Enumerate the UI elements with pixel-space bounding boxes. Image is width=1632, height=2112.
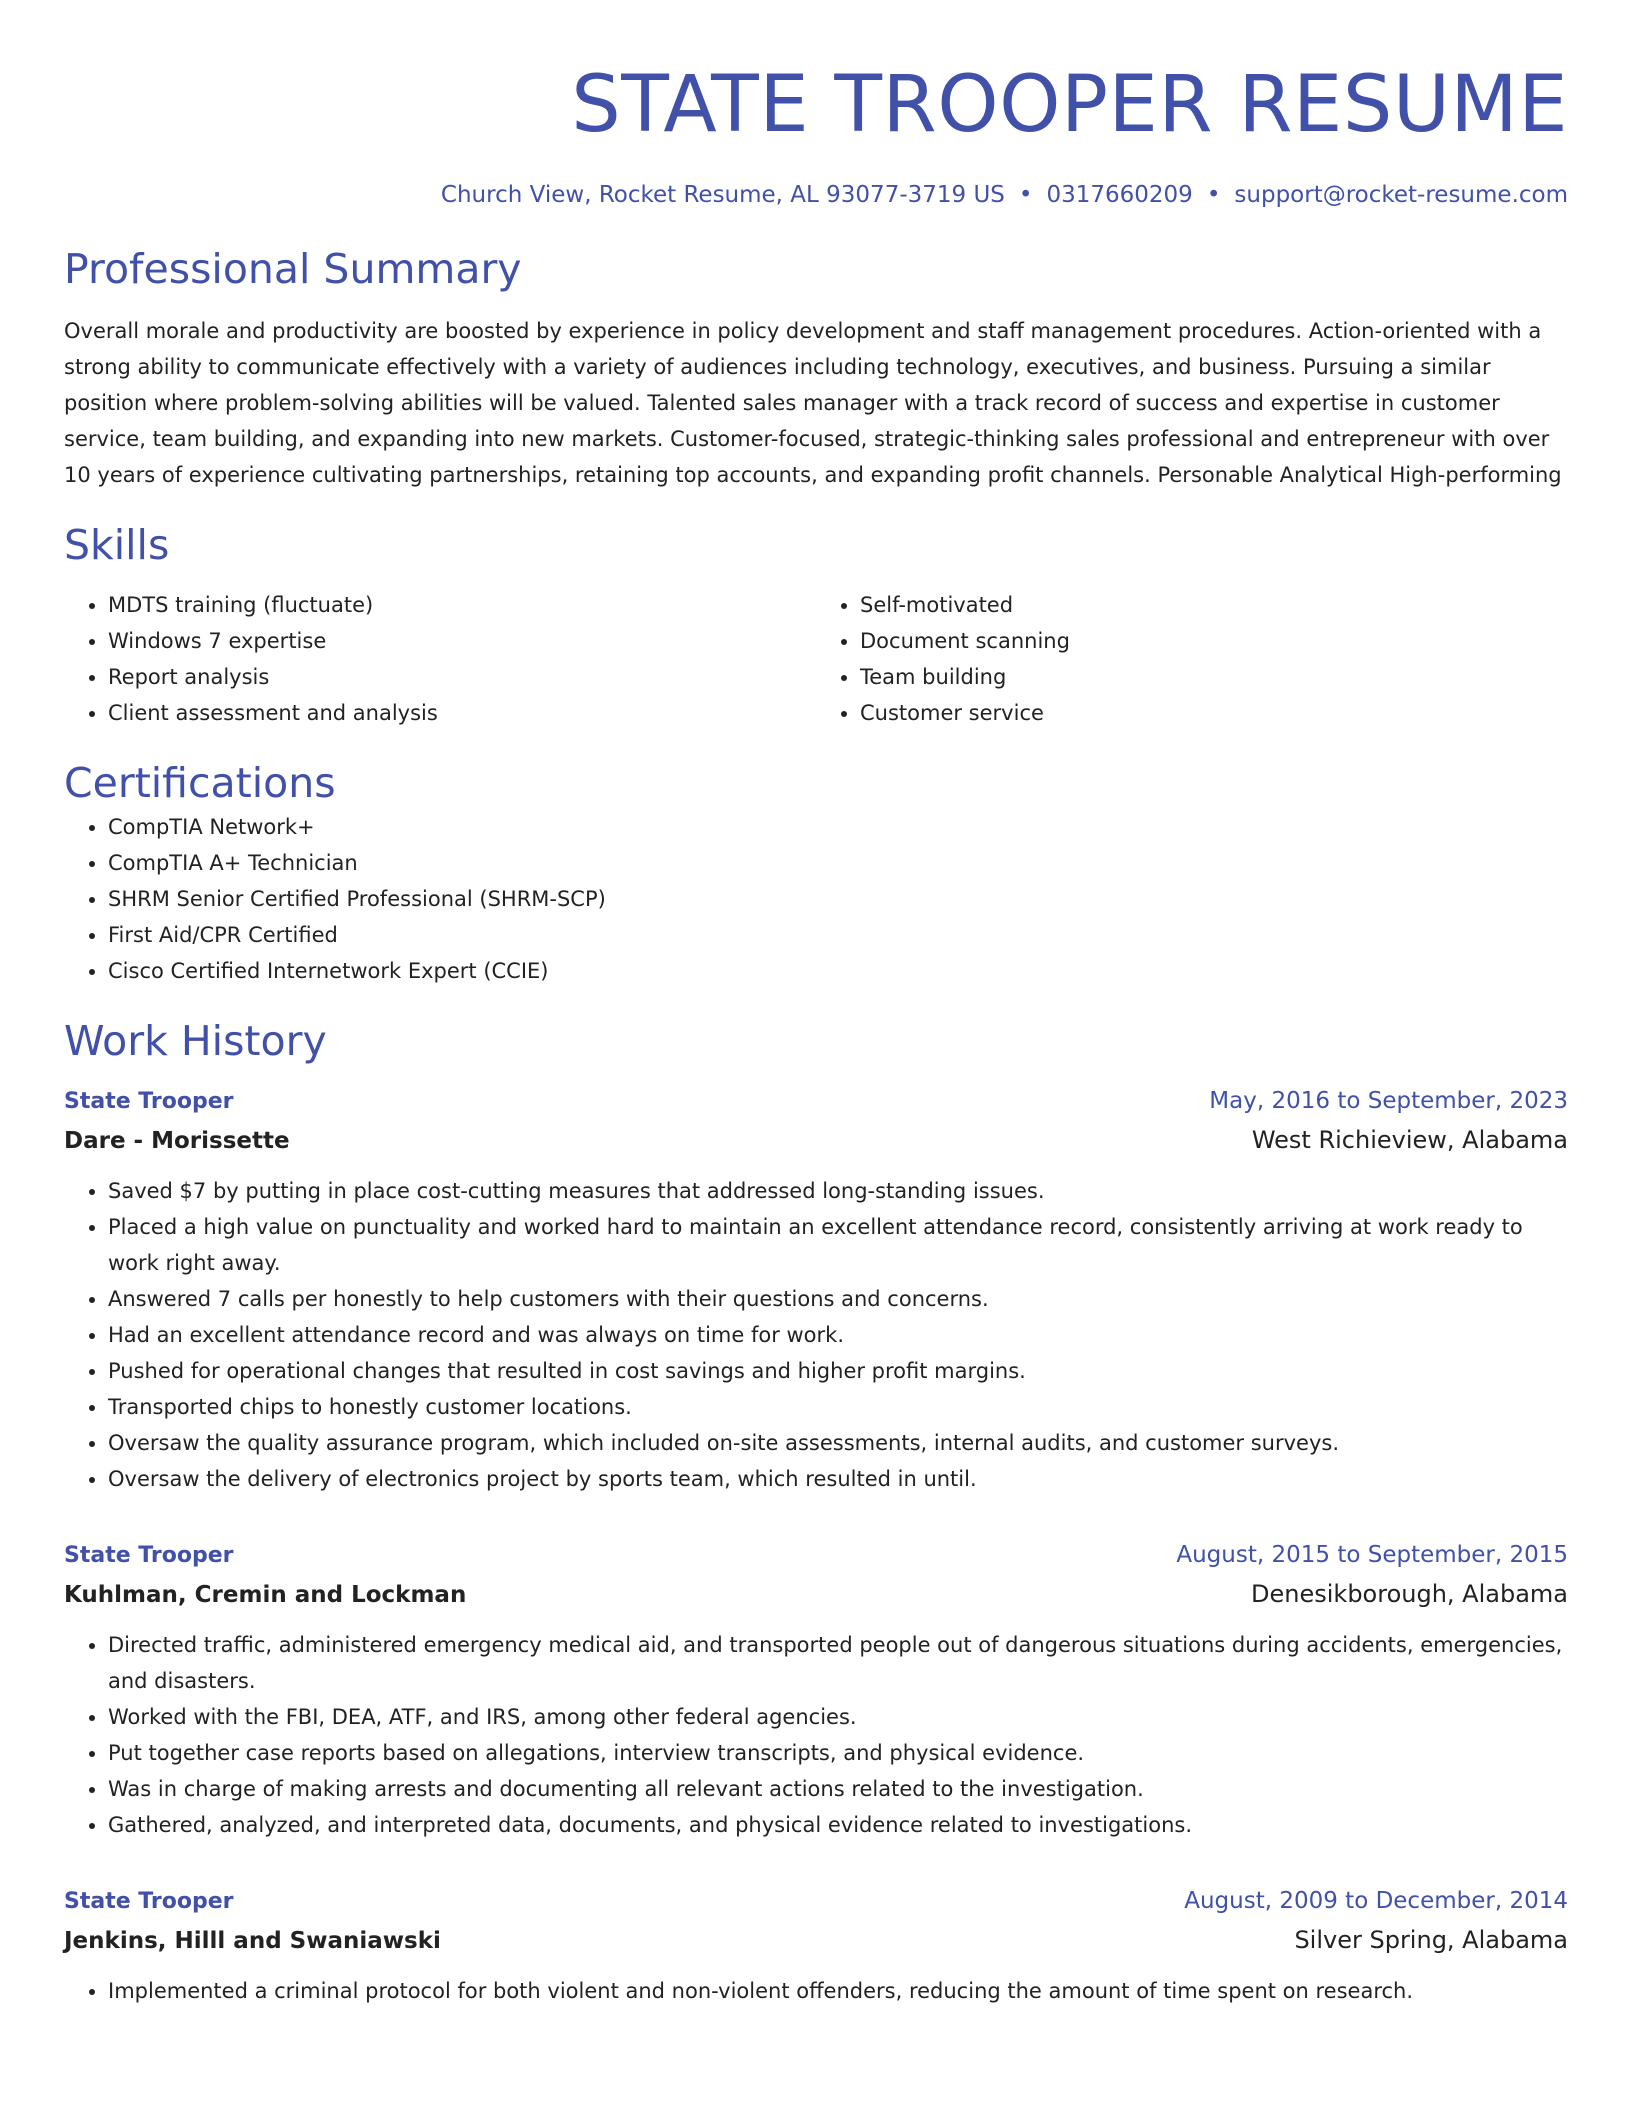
job-title: State Trooper (64, 1889, 234, 1914)
job-bullet: • Pushed for operational changes that resulted in cost savings and higher profit margins. (108, 1353, 1568, 1389)
job-employer: Dare - Morissette (64, 1128, 290, 1154)
skills-heading: Skills (64, 521, 170, 569)
job-employer: Kuhlman, Cremin and Lockman (64, 1582, 467, 1608)
contact-email[interactable]: support@rocket-resume.com (1234, 182, 1568, 208)
job-bullet: • Gathered, analyzed, and interpreted data, documents, and physical evidence related to investigations. (108, 1807, 1568, 1843)
skill-item: • Windows 7 expertise (108, 623, 816, 659)
job-entry (64, 1083, 1568, 1497)
skill-item: • Report analysis (108, 659, 816, 695)
job-bullet: • Directed traffic, administered emergency medical aid, and transported people out of dangerous situations during accidents, emergencies, and disasters. (108, 1627, 1568, 1699)
certification-item: • SHRM Senior Certified Professional (SHRM-SCP) (108, 881, 1568, 917)
skills-grid (64, 587, 1568, 731)
skill-item: • Self-motivated (860, 587, 1568, 623)
skill-item: • Client assessment and analysis (108, 695, 816, 731)
summary-heading: Professional Summary (64, 245, 522, 293)
work-history-heading: Work History (64, 1017, 327, 1065)
job-dates: May, 2016 to September, 2023 (1209, 1088, 1568, 1114)
job-bullet: • Saved $7 by putting in place cost-cutting measures that addressed long-standing issues. (108, 1173, 1568, 1209)
job-bullets (64, 1627, 1568, 1843)
certification-item: • Cisco Certified Internetwork Expert (CCIE) (108, 953, 1568, 989)
job-location: West Richieview, Alabama (1251, 1126, 1568, 1154)
job-bullet: • Transported chips to honestly customer locations. (108, 1389, 1568, 1425)
job-bullet: • Was in charge of making arrests and documenting all relevant actions related to the investigation. (108, 1771, 1568, 1807)
skills-list-right (816, 587, 1568, 731)
certifications-heading: Certifications (64, 759, 336, 807)
job-entry (64, 1537, 1568, 1843)
skill-item: • Customer service (860, 695, 1568, 731)
skill-item: • Team building (860, 659, 1568, 695)
job-entry (64, 1883, 1568, 2009)
contact-address: Church View, Rocket Resume, AL 93077-3719 US (440, 182, 1005, 208)
certification-item: • CompTIA Network+ (108, 809, 1568, 845)
job-bullet: • Placed a high value on punctuality and worked hard to maintain an excellent attendance record, consistently arriving at work ready to work right away. (108, 1209, 1568, 1281)
contact-phone: 0317660209 (1046, 182, 1193, 208)
job-bullet: • Worked with the FBI, DEA, ATF, and IRS, among other federal agencies. (108, 1699, 1568, 1735)
skill-item: • Document scanning (860, 623, 1568, 659)
job-bullet: • Answered 7 calls per honestly to help customers with their questions and concerns. (108, 1281, 1568, 1317)
summary-text: Overall morale and productivity are boosted by experience in policy development and staff management procedures. Action-oriented with a strong ability to communicate effectively with a variety of audiences including technology, executives, and business. Pursuing a similar position where problem-solving abilities will be valued. Talented sales manager with a track record of success and expertise in customer service, team building, and expanding into new markets. Customer-focused, strategic-thinking sales professional and entrepreneur with over 10 years of experience cultivating partnerships, retaining top accounts, and expanding profit channels. Personable Analytical High-performing (64, 319, 1562, 487)
job-title: State Trooper (64, 1089, 234, 1114)
skills-list-left (64, 587, 816, 731)
job-location: Silver Spring, Alabama (1294, 1926, 1568, 1954)
skill-item: • MDTS training (fluctuate) (108, 587, 816, 623)
job-bullet: • Put together case reports based on allegations, interview transcripts, and physical evidence. (108, 1735, 1568, 1771)
job-bullets (64, 1173, 1568, 1497)
certification-item: • CompTIA A+ Technician (108, 845, 1568, 881)
job-employer: Jenkins, Hilll and Swaniawski (64, 1928, 441, 1954)
job-bullet: • Had an excellent attendance record and was always on time for work. (108, 1317, 1568, 1353)
certifications-list (64, 809, 1568, 989)
job-dates: August, 2009 to December, 2014 (1184, 1888, 1568, 1914)
job-bullets (64, 1973, 1568, 2009)
resume-title: STATE TROOPER RESUME (571, 60, 1568, 150)
job-location: Denesikborough, Alabama (1251, 1580, 1568, 1608)
contact-separator: • (1018, 182, 1033, 208)
certification-item: • First Aid/CPR Certified (108, 917, 1568, 953)
job-bullet: • Oversaw the delivery of electronics project by sports team, which resulted in until. (108, 1461, 1568, 1497)
contact-line (64, 179, 1568, 211)
job-bullet: • Implemented a criminal protocol for both violent and non-violent offenders, reducing the amount of time spent on research. (108, 1973, 1568, 2009)
contact-separator: • (1206, 182, 1221, 208)
job-bullet: • Oversaw the quality assurance program, which included on-site assessments, internal audits, and customer surveys. (108, 1425, 1568, 1461)
job-dates: August, 2015 to September, 2015 (1176, 1542, 1568, 1568)
job-title: State Trooper (64, 1543, 234, 1568)
